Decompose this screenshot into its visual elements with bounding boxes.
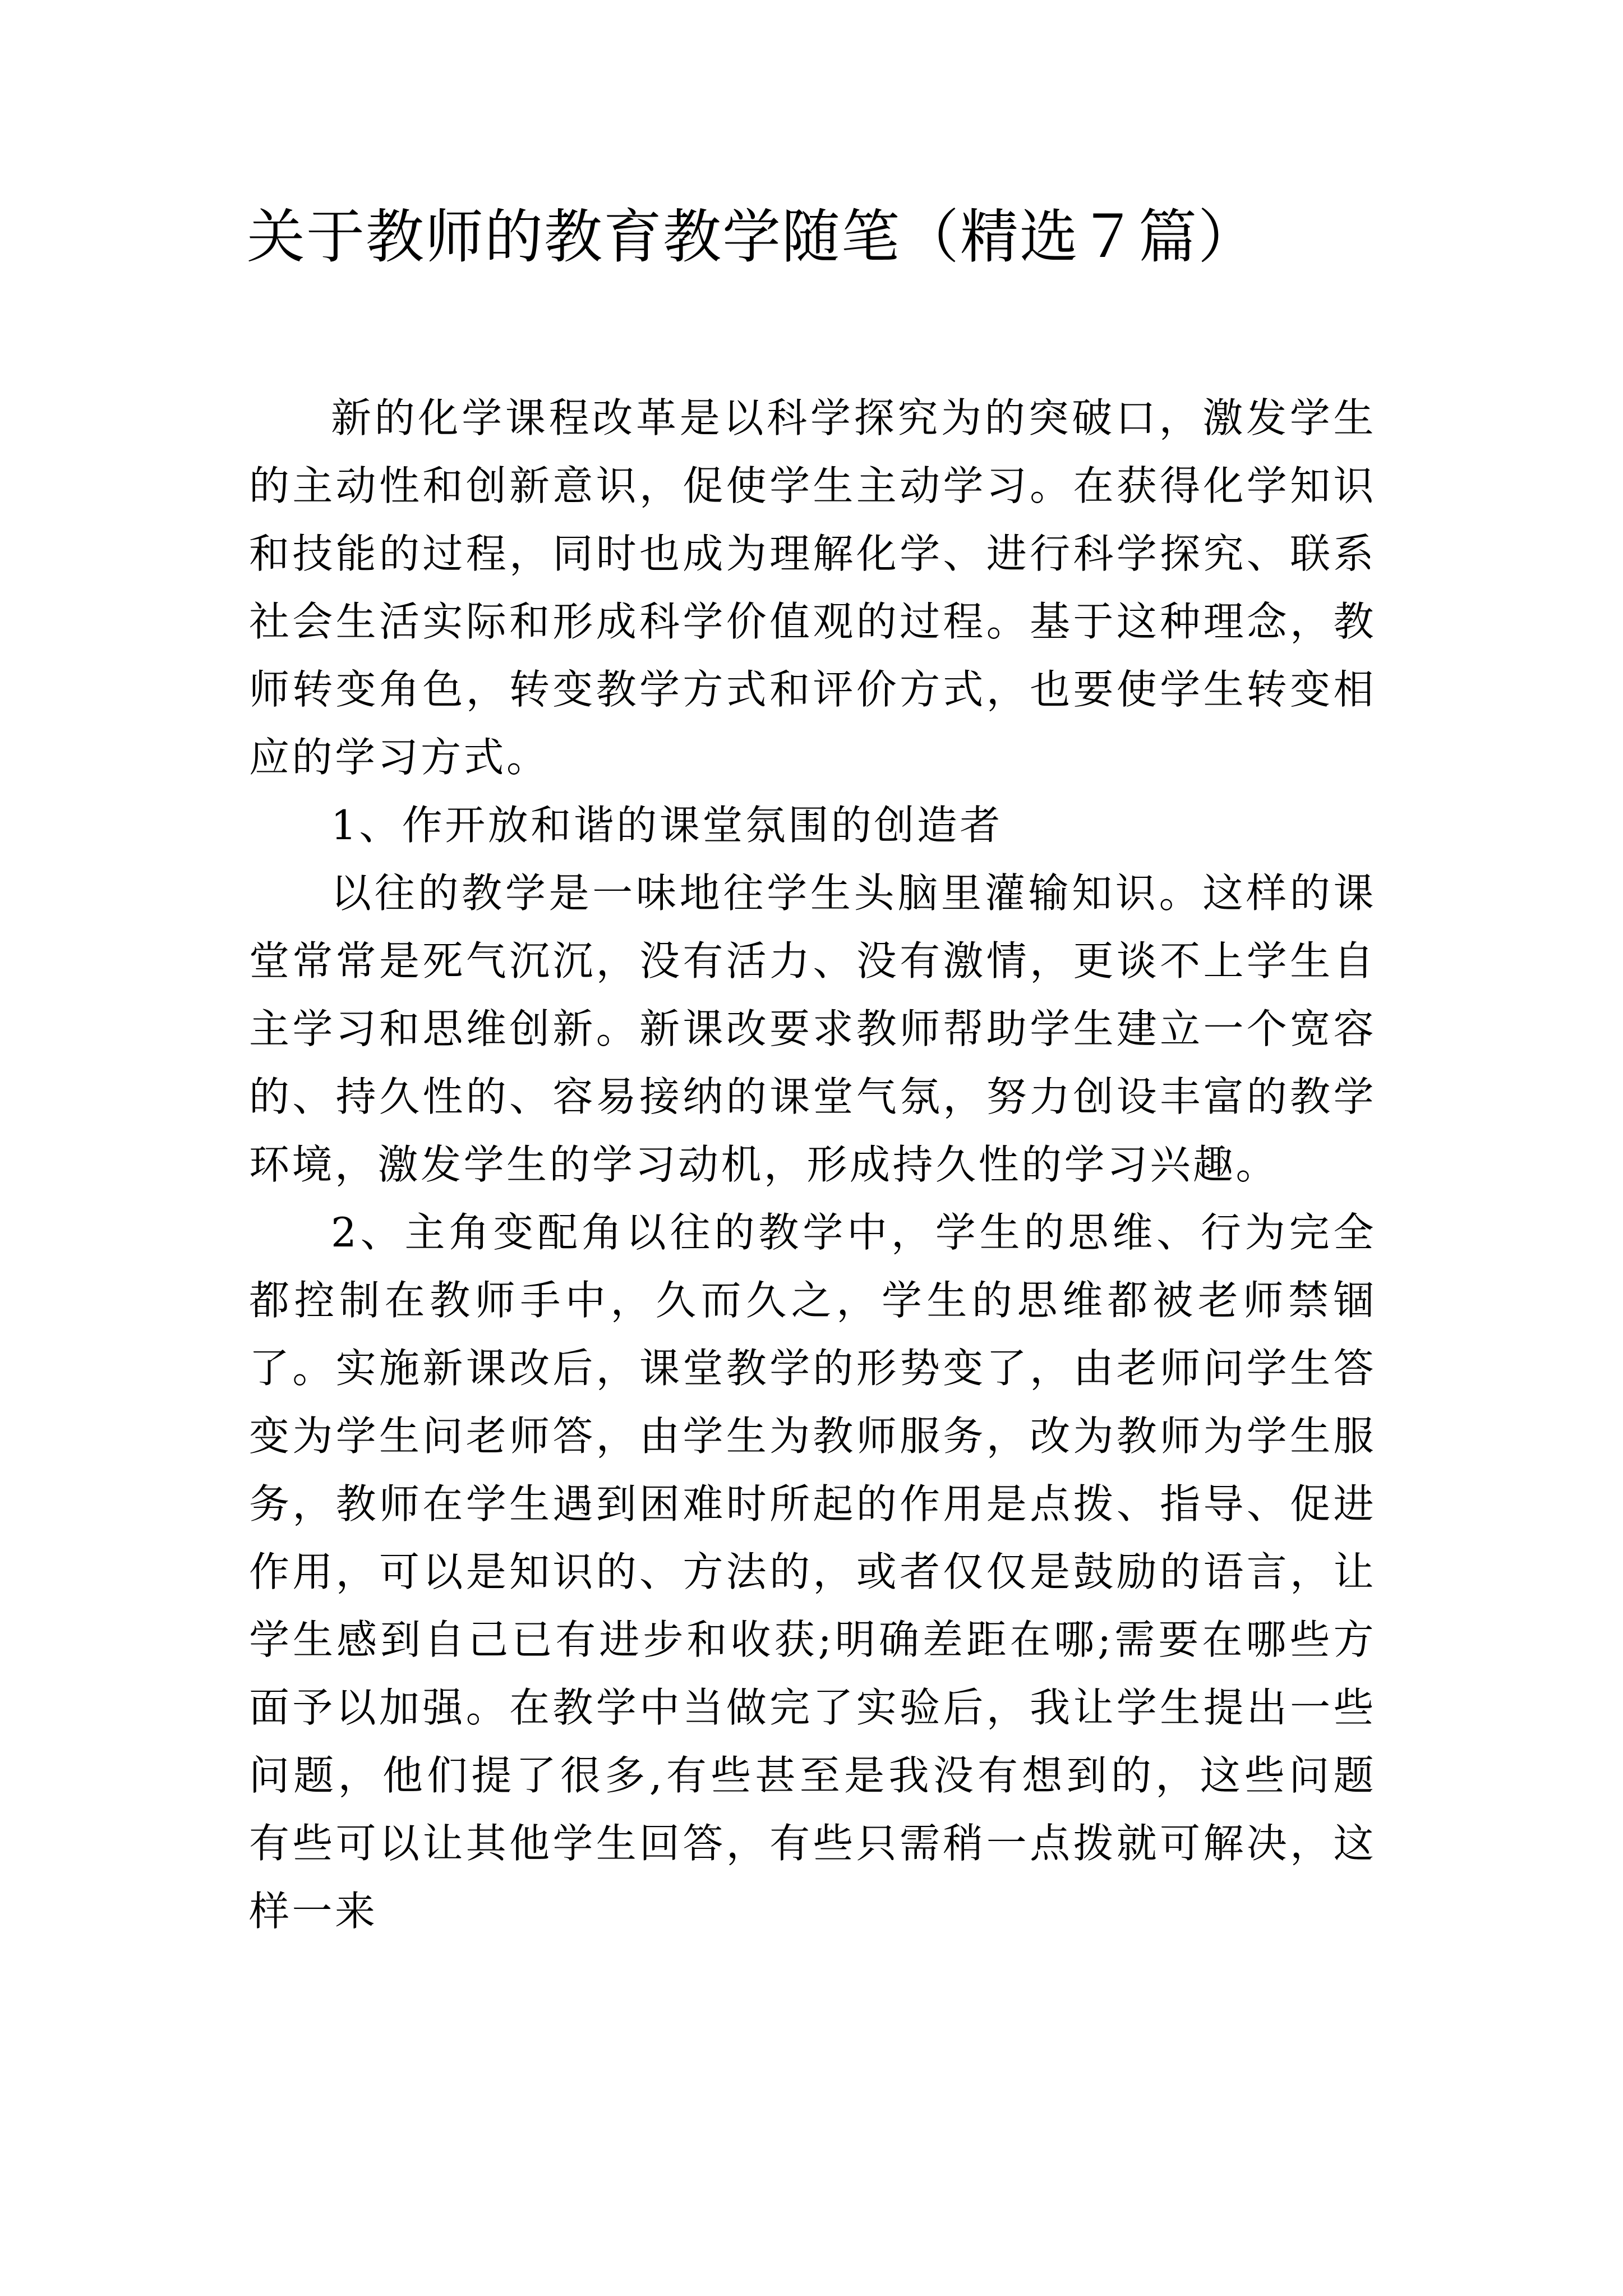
document-body (249, 384, 1376, 1945)
paragraph-point-2: 2、主角变配角以往的教学中，学生的思维、行为完全都控制在教师手中，久而久之，学生的思维都被老师禁锢了。实施新课改后，课堂教学的形势变了，由老师问学生答变为学生问老师答，由学生为教师服务，改为教师为学生服务，教师在学生遇到困难时所起的作用是点拨、指导、促进作用，可以是知识的、方法的，或者仅仅是鼓励的语言，让学生感到自己已有进步和收获;明确差距在哪;需要在哪些方面予以加强。在教学中当做完了实验后，我让学生提出一些问题，他们提了很多,有些甚至是我没有想到的，这些问题有些可以让其他学生回答，有些只需稍一点拨就可解决，这样一来 (249, 1209, 1376, 1935)
paragraph-point-1-body: 以往的教学是一味地往学生头脑里灌输知识。这样的课堂常常是死气沉沉，没有活力、没有激情，更谈不上学生自主学习和思维创新。新课改要求教师帮助学生建立一个宽容的、持久性的、容易接纳的课堂气氛，努力创设丰富的教学环境，激发学生的学习动机，形成持久性的学习兴趣。 (249, 869, 1376, 1188)
document-title: 关于教师的教育教学随笔（精选７篇） (247, 203, 1258, 271)
paragraph-intro: 新的化学课程改革是以科学探究为的突破口，激发学生的主动性和创新意识，促使学生主动学习。在获得化学知识和技能的过程，同时也成为理解化学、进行科学探究、联系社会生活实际和形成科学价值观的过程。基于这种理念，教师转变角色，转变教学方式和评价方式，也要使学生转变相应的学习方式。 (249, 394, 1376, 781)
paragraph-point-1-heading: 1、作开放和谐的课堂氛围的创造者 (331, 802, 1003, 849)
